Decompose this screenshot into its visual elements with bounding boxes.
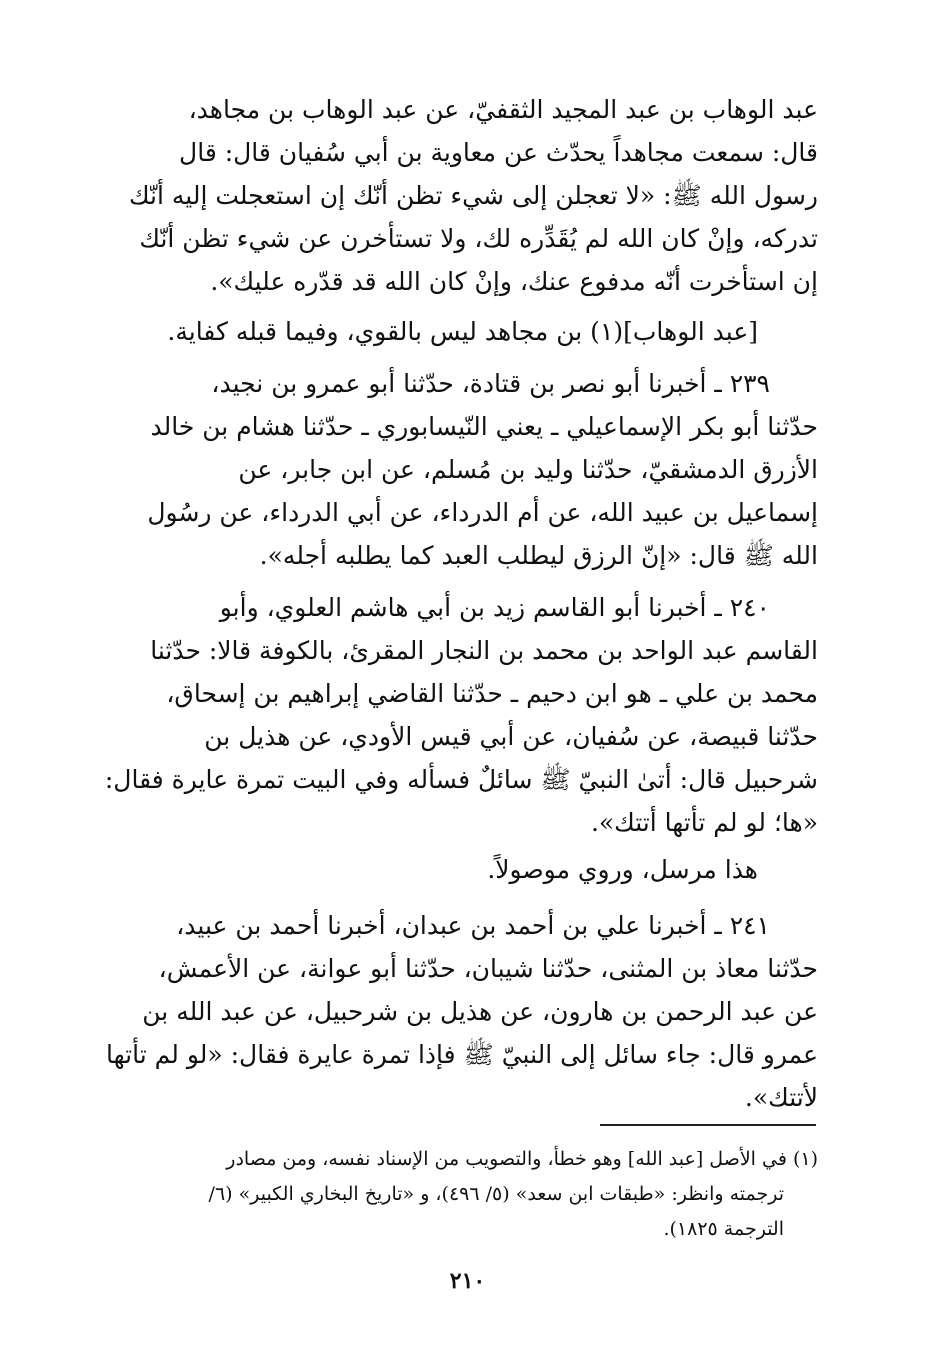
text-line: [عبد الوهاب](١) بن مجاهد ليس بالقوي، وفيما قبله كفاية. xyxy=(167,317,758,346)
text-line: حدّثنا قبيصة، عن سُفيان، عن أبي قيس الأودي، عن هذيل بن xyxy=(204,722,818,751)
page-number: ٢١٠ xyxy=(449,1268,486,1294)
text-line: تدركه، وإنْ كان الله لم يُقَدِّره لك، ولا تستأخرن عن شيء تظن أنّك xyxy=(139,224,818,253)
text-line: هذا مرسل، وروي موصولاً. xyxy=(487,855,758,884)
paragraph-hadith-240 xyxy=(104,586,818,844)
paragraph-hadith-239 xyxy=(118,362,818,577)
text-line: رسول الله ﷺ: «لا تعجلن إلى شيء تظن أنّك إن استعجلت إليه أنّك xyxy=(128,181,818,210)
footnote-line: ترجمته وانظر: «طبقات ابن سعد» (٥/ ٤٩٦)، و «تاريخ البخاري الكبير» (٦/ xyxy=(208,1183,784,1205)
text-line: عن عبد الرحمن بن هارون، عن هذيل بن شرحبيل، عن عبد الله بن xyxy=(142,997,818,1026)
text-line: الله ﷺ قال: «إنّ الرزق ليطلب العبد كما يطلبه أجله». xyxy=(259,541,818,570)
paragraph-remark xyxy=(118,848,818,891)
text-line: قال: سمعت مجاهداً يحدّث عن معاوية بن أبي سُفيان قال: قال xyxy=(179,138,818,167)
text-line: ٢٤١ ـ أخبرنا علي بن أحمد بن عبدان، أخبرنا أحمد بن عبيد، xyxy=(176,911,770,940)
footnotes xyxy=(118,1142,818,1247)
paragraph-hadith-continuation xyxy=(118,88,818,303)
text-line: «ها؛ لو لم تأتها أتتك». xyxy=(590,808,818,837)
footnote-divider xyxy=(600,1124,816,1126)
text-line: عمرو قال: جاء سائل إلى النبيّ ﷺ فإذا تمرة عايرة فقال: «لو لم تأتها xyxy=(106,1040,818,1069)
text-line: الأزرق الدمشقيّ، حدّثنا وليد بن مُسلم، عن ابن جابر، عن xyxy=(238,455,818,484)
footnote-line: الترجمة ١٨٢٥). xyxy=(663,1218,784,1240)
text-line: إسماعيل بن عبيد الله، عن أم الدرداء، عن أبي الدرداء، عن رسُول xyxy=(147,498,818,527)
footnote-line: (١) في الأصل [عبد الله] وهو خطأ، والتصويب من الإسناد نفسه، ومن مصادر xyxy=(226,1148,818,1170)
text-line: ٢٣٩ ـ أخبرنا أبو نصر بن قتادة، حدّثنا أبو عمرو بن نجيد، xyxy=(211,369,770,398)
paragraph-note xyxy=(118,310,818,353)
text-line: شرحبيل قال: أتىٰ النبيّ ﷺ سائلٌ فسأله وفي البيت تمرة عايرة فقال: xyxy=(104,765,818,794)
text-line: إن استأخرت أنّه مدفوع عنك، وإنْ كان الله قد قدّره عليك». xyxy=(210,267,818,296)
text-line: القاسم عبد الواحد بن محمد بن النجار المقرئ، بالكوفة قالا: حدّثنا xyxy=(150,636,818,665)
text-line: حدّثنا أبو بكر الإسماعيلي ـ يعني النّيسابوري ـ حدّثنا هشام بن خالد xyxy=(150,412,818,441)
text-line: ٢٤٠ ـ أخبرنا أبو القاسم زيد بن أبي هاشم العلوي، وأبو xyxy=(219,593,770,622)
text-line: لأتتك». xyxy=(744,1083,818,1112)
text-line: عبد الوهاب بن عبد المجيد الثقفيّ، عن عبد الوهاب بن مجاهد، xyxy=(188,95,818,124)
text-line: محمد بن علي ـ هو ابن دحيم ـ حدّثنا القاضي إبراهيم بن إسحاق، xyxy=(166,679,818,708)
text-line: حدّثنا معاذ بن المثنى، حدّثنا شيبان، حدّثنا أبو عوانة، عن الأعمش، xyxy=(158,954,818,983)
paragraph-hadith-241 xyxy=(106,904,818,1119)
